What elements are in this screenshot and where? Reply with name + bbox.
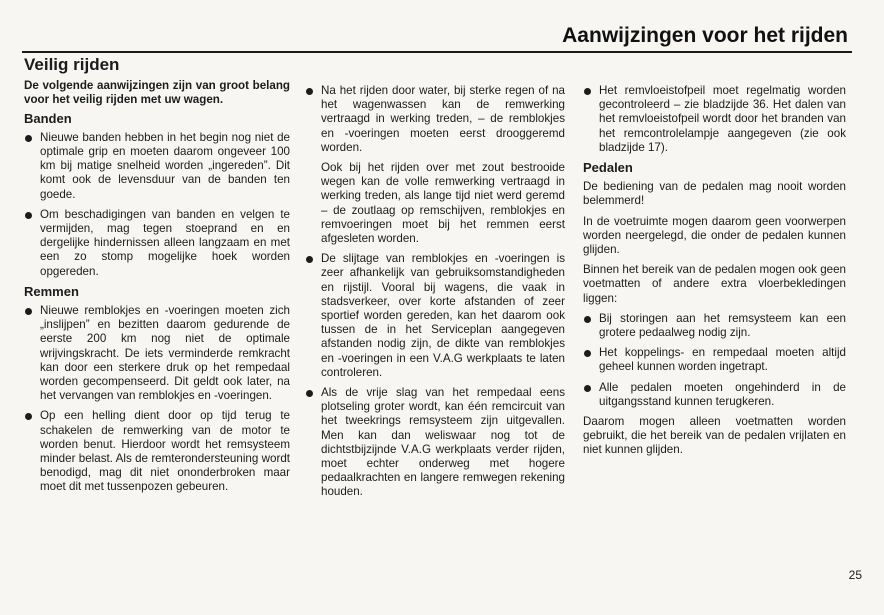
bullet-text: Nieuwe banden hebben in het begin nog niet de optimale grip en moeten daarom ongeveer 100 km bij matige snelheid worden „ingereden”. Dit komt ook de levensduur van de banden ten goede. — [40, 130, 290, 201]
bullet-text: Nieuwe remblokjes en -voeringen moeten zich „inslijpen” en bezitten daarom gedurende de eerste 200 km nog niet de optimale wrijvingskracht. De iets verminderde remkracht kan door een sterkere druk op het rempedaal worden gecompenseerd. Dit geldt ook later, na het vervangen van remblokjes en -voeringen. — [40, 304, 290, 403]
bullet-icon — [306, 390, 313, 397]
bullet-text: Na het rijden door water, bij sterke regen of na het wagenwassen kan de remwerking vertraagd in werking treden, – de remblokjes en -voeringen moeten eerst drooggeremd worden. — [321, 84, 565, 154]
bullet-icon — [25, 413, 32, 420]
bullet-icon — [306, 256, 313, 263]
heading-remmen: Remmen — [24, 283, 79, 299]
column-1 — [24, 55, 290, 495]
bullet-item — [24, 208, 290, 279]
bullet-text: Het remvloeistofpeil moet regelmatig worden gecontroleerd – zie bladzijde 36. Het dalen van het remvloeistofpeil wordt door het branden van het remcontrolelampje aangegeven (zie ook bladzijde 17). — [599, 84, 846, 154]
bullet-icon — [25, 135, 32, 142]
heading-pedalen: Pedalen — [583, 160, 633, 176]
bullet-icon — [584, 316, 591, 323]
column-3 — [583, 84, 846, 464]
bullet-text: Op een helling dient door op tijd terug te schakelen de remwerking van de motor te worden benut. Hierdoor wordt het remsysteem minder belast. Als de remterondersteuning wordt benodigd, mag dit niet ononderbroken maar moet dit met tussenpozen gebeuren. — [40, 409, 290, 494]
bullet-text: Het koppelings- en rempedaal moeten altijd geheel kunnen worden ingetrapt. — [599, 346, 846, 374]
bullet-item — [583, 346, 846, 374]
page-number: 25 — [848, 568, 862, 582]
header-rule — [22, 51, 852, 53]
bullet-item — [24, 131, 290, 202]
bullet-text: Om beschadigingen van banden en velgen te vermijden, mag tegen stoeprand en en dergelijke hindernissen alleen langzaam en met een zo stomp mogelijke hoek worden opgereden. — [40, 207, 290, 278]
bullet-item — [305, 252, 565, 380]
paragraph: Daarom mogen alleen voetmatten worden gebruikt, die het bereik van de pedalen vrijlaten en niet kunnen glijden. — [583, 415, 846, 457]
paragraph: In de voetruimte mogen daarom geen voorwerpen worden neergelegd, die onder de pedalen kunnen glijden. — [583, 214, 846, 257]
bullet-text: Alle pedalen moeten ongehinderd in de uitgangsstand kunnen terugkeren. — [599, 380, 846, 408]
bullet-text: De slijtage van remblokjes en -voeringen is zeer afhankelijk van gebruiksomstandigheden en rijstijl. Vooral bij wagens, die vaak in stadsverkeer, over korte afstanden of zeer sportief worden gereden, kan het daarom ook tussen de in het Serviceplan aangegeven afstanden nodig zijn, de dikte van remblokjes en -voeringen in een V.A.G werkplaats te laten controleren. — [321, 252, 565, 379]
bullet-icon — [25, 308, 32, 315]
bullet-text: Als de vrije slag van het rempedaal eens plotseling groter wordt, kan één remcircuit van het tweekrings remsysteem zijn uitgevallen. Men kan dan weliswaar nog tot de dichtstbijzijnde V.A.G werkplaats verder rijden, moet echter onderweg met hogere pedaalkrachten en langere remwegen rekening houden. — [321, 386, 565, 499]
bullet-icon — [25, 212, 32, 219]
intro-text: De volgende aanwijzingen zijn van groot belang voor het veilig rijden met uw wagen. — [24, 79, 290, 107]
heading-banden: Banden — [24, 110, 72, 126]
bullet-icon — [306, 88, 313, 95]
bullet-item — [583, 381, 846, 409]
bullet-icon — [584, 350, 591, 357]
page-header-title: Aanwijzingen voor het rijden — [562, 24, 848, 47]
bullet-item — [24, 409, 290, 494]
bullet-text: Bij storingen aan het remsysteem kan een grotere pedaalweg nodig zijn. — [599, 311, 846, 340]
section-title: Veilig rijden — [24, 55, 120, 74]
bullet-item — [305, 84, 565, 246]
bullet-icon — [584, 88, 591, 95]
paragraph: De bediening van de pedalen mag nooit worden belemmerd! — [583, 180, 846, 208]
bullet-item — [24, 304, 290, 403]
bullet-item — [583, 312, 846, 340]
paragraph: Binnen het bereik van de pedalen mogen ook geen voetmatten of andere extra vloerbekledingen liggen: — [583, 263, 846, 305]
bullet-icon — [584, 385, 591, 392]
column-2 — [305, 84, 565, 506]
bullet-item — [305, 386, 565, 500]
bullet-text: Ook bij het rijden over met zout bestrooide wegen kan de volle remwerking vertraagd in werking treden, als lange tijd niet werd geremd – de zoutlaag op remschijven, remblokjes en remvoeringen moet bij het remmen eerst afgesleten worden. — [321, 161, 565, 246]
bullet-item — [583, 84, 846, 155]
